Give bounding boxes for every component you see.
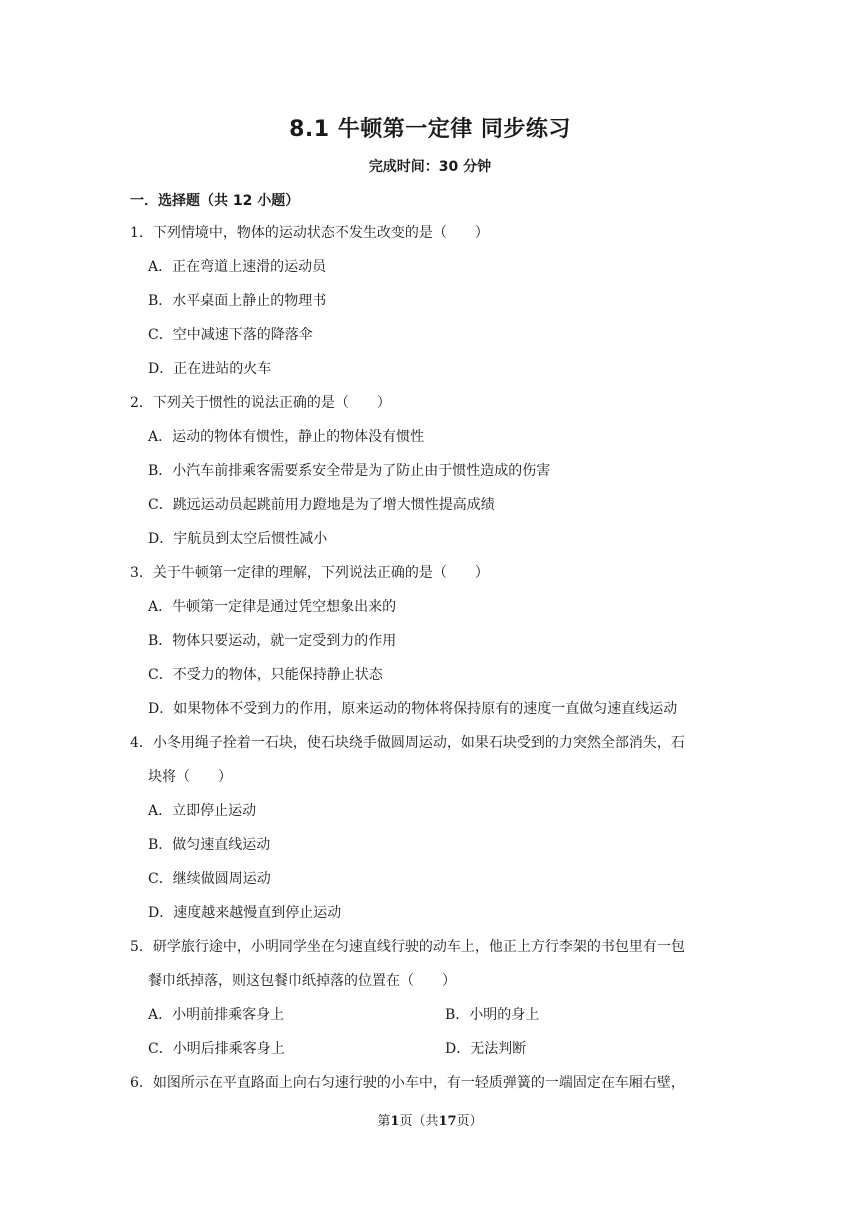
answer-option: A．正在弯道上速滑的运动员 [148,259,327,275]
answer-option: A．立即停止运动 [148,803,257,819]
question-stem: 1．下列情境中，物体的运动状态不发生改变的是（ ） [130,225,489,241]
question-stem-continuation: 餐巾纸掉落，则这包餐巾纸掉落的位置在（ ） [148,973,456,989]
question-stem-continuation: 块将（ ） [148,769,232,785]
question-stem: 4．小冬用绳子拴着一石块，使石块绕手做圆周运动，如果石块受到的力突然全部消失，石 [130,735,685,751]
footer-suffix: 页） [456,1114,483,1129]
answer-option: D．宇航员到太空后惯性减小 [148,531,328,547]
answer-option: B．小明的身上 [445,1007,540,1023]
answer-option-row [130,1004,742,1038]
completion-time: 完成时间：30 分钟 [368,159,492,175]
question-stem: 2．下列关于惯性的说法正确的是（ ） [130,395,391,411]
answer-option: A．小明前排乘客身上 [148,1007,285,1023]
answer-option: D．速度越来越慢直到停止运动 [148,905,342,921]
answer-option: A．运动的物体有惯性，静止的物体没有惯性 [148,429,425,445]
answer-option: D．如果物体不受到力的作用，原来运动的物体将保持原有的速度一直做匀速直线运动 [148,701,678,717]
answer-option: C．空中减速下落的降落伞 [148,327,313,343]
answer-option-row [130,1038,742,1072]
footer-middle: 页（共 [399,1114,439,1129]
answer-option: C．继续做圆周运动 [148,871,271,887]
answer-option: B．物体只要运动，就一定受到力的作用 [148,633,397,649]
answer-option: C．小明后排乘客身上 [148,1041,285,1057]
total-page-count: 17 [438,1114,457,1129]
answer-option: B．小汽车前排乘客需要系安全带是为了防止由于惯性造成的伤害 [148,463,551,479]
answer-option: B．水平桌面上静止的物理书 [148,293,327,309]
answer-option: C．不受力的物体，只能保持静止状态 [148,667,383,683]
page-title: 8.1 牛顿第一定律 同步练习 [289,117,571,142]
answer-option: D．无法判断 [445,1041,527,1057]
answer-option: A．牛顿第一定律是通过凭空想象出来的 [148,599,397,615]
answer-option: C．跳远运动员起跳前用力蹬地是为了增大惯性提高成绩 [148,497,495,513]
question-stem: 6．如图所示在平直路面上向右匀速行驶的小车中，有一轻质弹簧的一端固定在车厢右壁， [130,1075,685,1091]
question-stem: 3．关于牛顿第一定律的理解，下列说法正确的是（ ） [130,565,489,581]
answer-option: B．做匀速直线运动 [148,837,271,853]
question-stem: 5．研学旅行途中，小明同学坐在匀速直线行驶的动车上，他正上方行李架的书包里有一包 [130,939,685,955]
current-page-number: 1 [390,1114,400,1129]
answer-option: D．正在进站的火车 [148,361,272,377]
section-heading: 一．选择题（共 12 小题） [130,193,300,209]
question-list [130,222,742,1106]
footer-prefix: 第 [377,1114,391,1129]
page-footer [0,1110,860,1129]
